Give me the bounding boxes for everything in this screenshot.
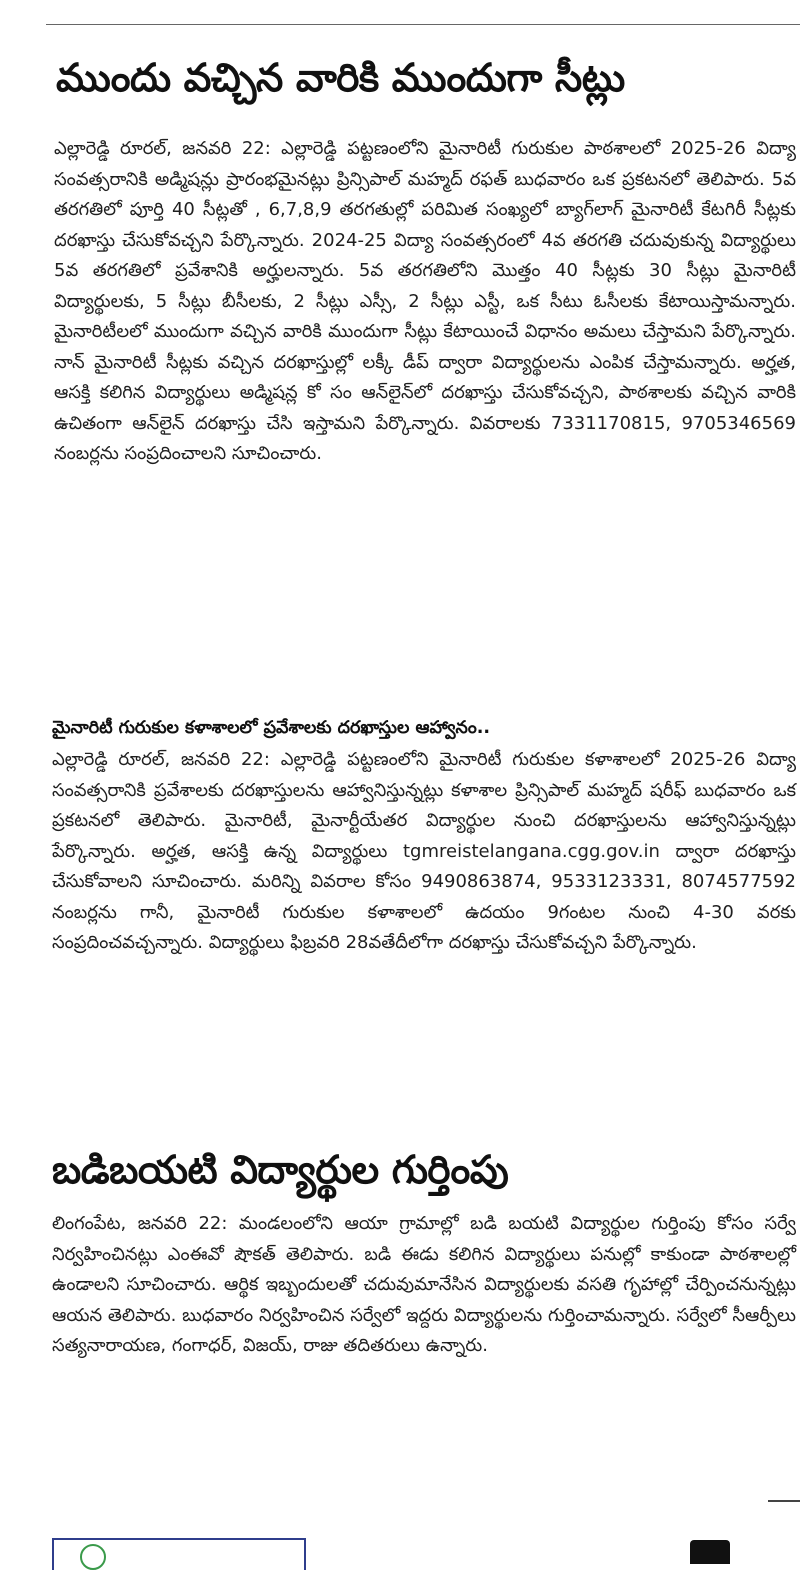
logo-icon	[80, 1544, 106, 1570]
top-rule	[46, 24, 800, 25]
bottom-rule	[768, 1500, 800, 1502]
next-headline-fragment	[560, 1540, 800, 1564]
article-college-body: ఎల్లారెడ్డి రూరల్, జనవరి 22: ఎల్లారెడ్డి పట్టణంలోని మైనారిటీ గురుకుల కళాశాలలో 2025-26 విద్యా సంవత్సరానికి ప్రవేశాలకు దరఖాస్తులను ఆహ్వానిస్తున్నట్లు కళాశాల ప్రిన్సిపాల్ మహ్మద్ షరీఫ్ బుధవారం ఒక ప్రకటనలో తెలిపారు. మైనారిటీ, మైనార్టీయేతర విద్యార్థుల నుంచి దరఖాస్తులను ఆహ్వానిస్తున్నట్లు పేర్కొన్నారు. అర్హత, ఆసక్తి ఉన్న విద్యార్థులు tgmreistelangana.cgg.gov.in ద్వారా దరఖాస్తు చేసుకోవాలని సూచించారు. మరిన్ని వివరాల కోసం 9490863874, 9533123331, 8074577592 నంబర్లను గానీ, మైనారిటీ గురుకుల కళాశాలలో ఉదయం 9గంటల నుంచి 4-30 వరకు సంప్రదించవచ్చన్నారు. విద్యార్థులు ఫిబ్రవరి 28వతేదీలోగా దరఖాస్తు చేసుకోవచ్చని పేర్కొన్నారు.	[52, 749, 796, 953]
subheading-college-admissions: మైనారిటీ గురుకుల కళాశాలలో ప్రవేశాలకు దరఖాస్తుల ఆహ్వానం..	[52, 718, 490, 738]
article-admissions-body: ఎల్లారెడ్డి రూరల్, జనవరి 22: ఎల్లారెడ్డి పట్టణంలోని మైనారిటీ గురుకుల పాఠశాలలో 2025-26 విద్యా సంవత్సరానికి అడ్మిషన్లు ప్రారంభమైనట్లు ప్రిన్సిపాల్ మహ్మద్ రఫత్ బుధవారం ఒక ప్రకటనలో తెలిపారు. 5వ తరగతిలో పూర్తి 40 సీట్లతో , 6,7,8,9 తరగతుల్లో పరిమిత సంఖ్యలో బ్యాగ్‌లాగ్ మైనారిటీ కేటగిరీ సీట్లకు దరఖాస్తు చేసుకోవచ్చని పేర్కొన్నారు. 2024-25 విద్యా సంవత్సరంలో 4వ తరగతి చదువుకున్న విద్యార్థులు 5వ తరగతిలో ప్రవేశానికి అర్హులన్నారు. 5వ తరగతిలోని మొత్తం 40 సీట్లకు 30 సీట్లు మైనారిటీ విద్యార్థులకు, 5 సీట్లు బీసీలకు, 2 సీట్లు ఎస్సీ, 2 సీట్లు ఎస్టీ, ఒక సీటు ఓసీలకు కేటాయిస్తామన్నారు. మైనారిటీలలో ముందుగా వచ్చిన వారికి ముందుగా సీట్లు కేటాయించే విధానం అమలు చేస్తామని పేర్కొన్నారు. నాన్ మైనారిటీ సీట్లకు వచ్చిన దరఖాస్తుల్లో లక్కీ డీప్ ద్వారా విద్యార్థులను ఎంపిక చేస్తామన్నారు. అర్హత, ఆసక్తి కలిగిన విద్యార్థులు అడ్మిషన్ల కో సం ఆన్‌లైన్‌లో దరఖాస్తు చేసుకోవచ్చని, పాఠశాలకు వచ్చిన వారికి ఉచితంగా ఆన్‌లైన్ దరఖాస్తు చేసి ఇస్తామని పేర్కొన్నారు. వివరాలకు 7331170815, 9705346569 నంబర్లను సంప్రదించాలని సూచించారు.	[54, 138, 796, 464]
article-survey-body: లింగంపేట, జనవరి 22: మండలంలోని ఆయా గ్రామాల్లో బడి బయటి విద్యార్థుల గుర్తింపు కోసం సర్వే నిర్వహించినట్లు ఎంఈవో షౌకత్ తెలిపారు. బడి ఈడు కలిగిన విద్యార్థులు పనుల్లో కాకుండా పాఠశాలల్లో ఉండాలని సూచించారు. ఆర్థిక ఇబ్బందులతో చదువుమానేసిన విద్యార్థులకు వసతి గృహాల్లో చేర్పించనున్నట్లు ఆయన తెలిపారు. బుధవారం నిర్వహించిన సర్వేలో ఇద్దరు విద్యార్థులను గుర్తించామన్నారు. సర్వేలో సీఆర్పీలు సత్యనారాయణ, గంగాధర్, విజయ్, రాజు తదితరులు ఉన్నారు.	[52, 1213, 796, 1356]
next-article-box	[52, 1538, 306, 1570]
headline-out-of-school-students: బడిబయటి విద్యార్థుల గుర్తింపు	[52, 1148, 509, 1193]
headline-first-come-seats: ముందు వచ్చిన వారికి ముందుగా సీట్లు	[56, 56, 625, 101]
